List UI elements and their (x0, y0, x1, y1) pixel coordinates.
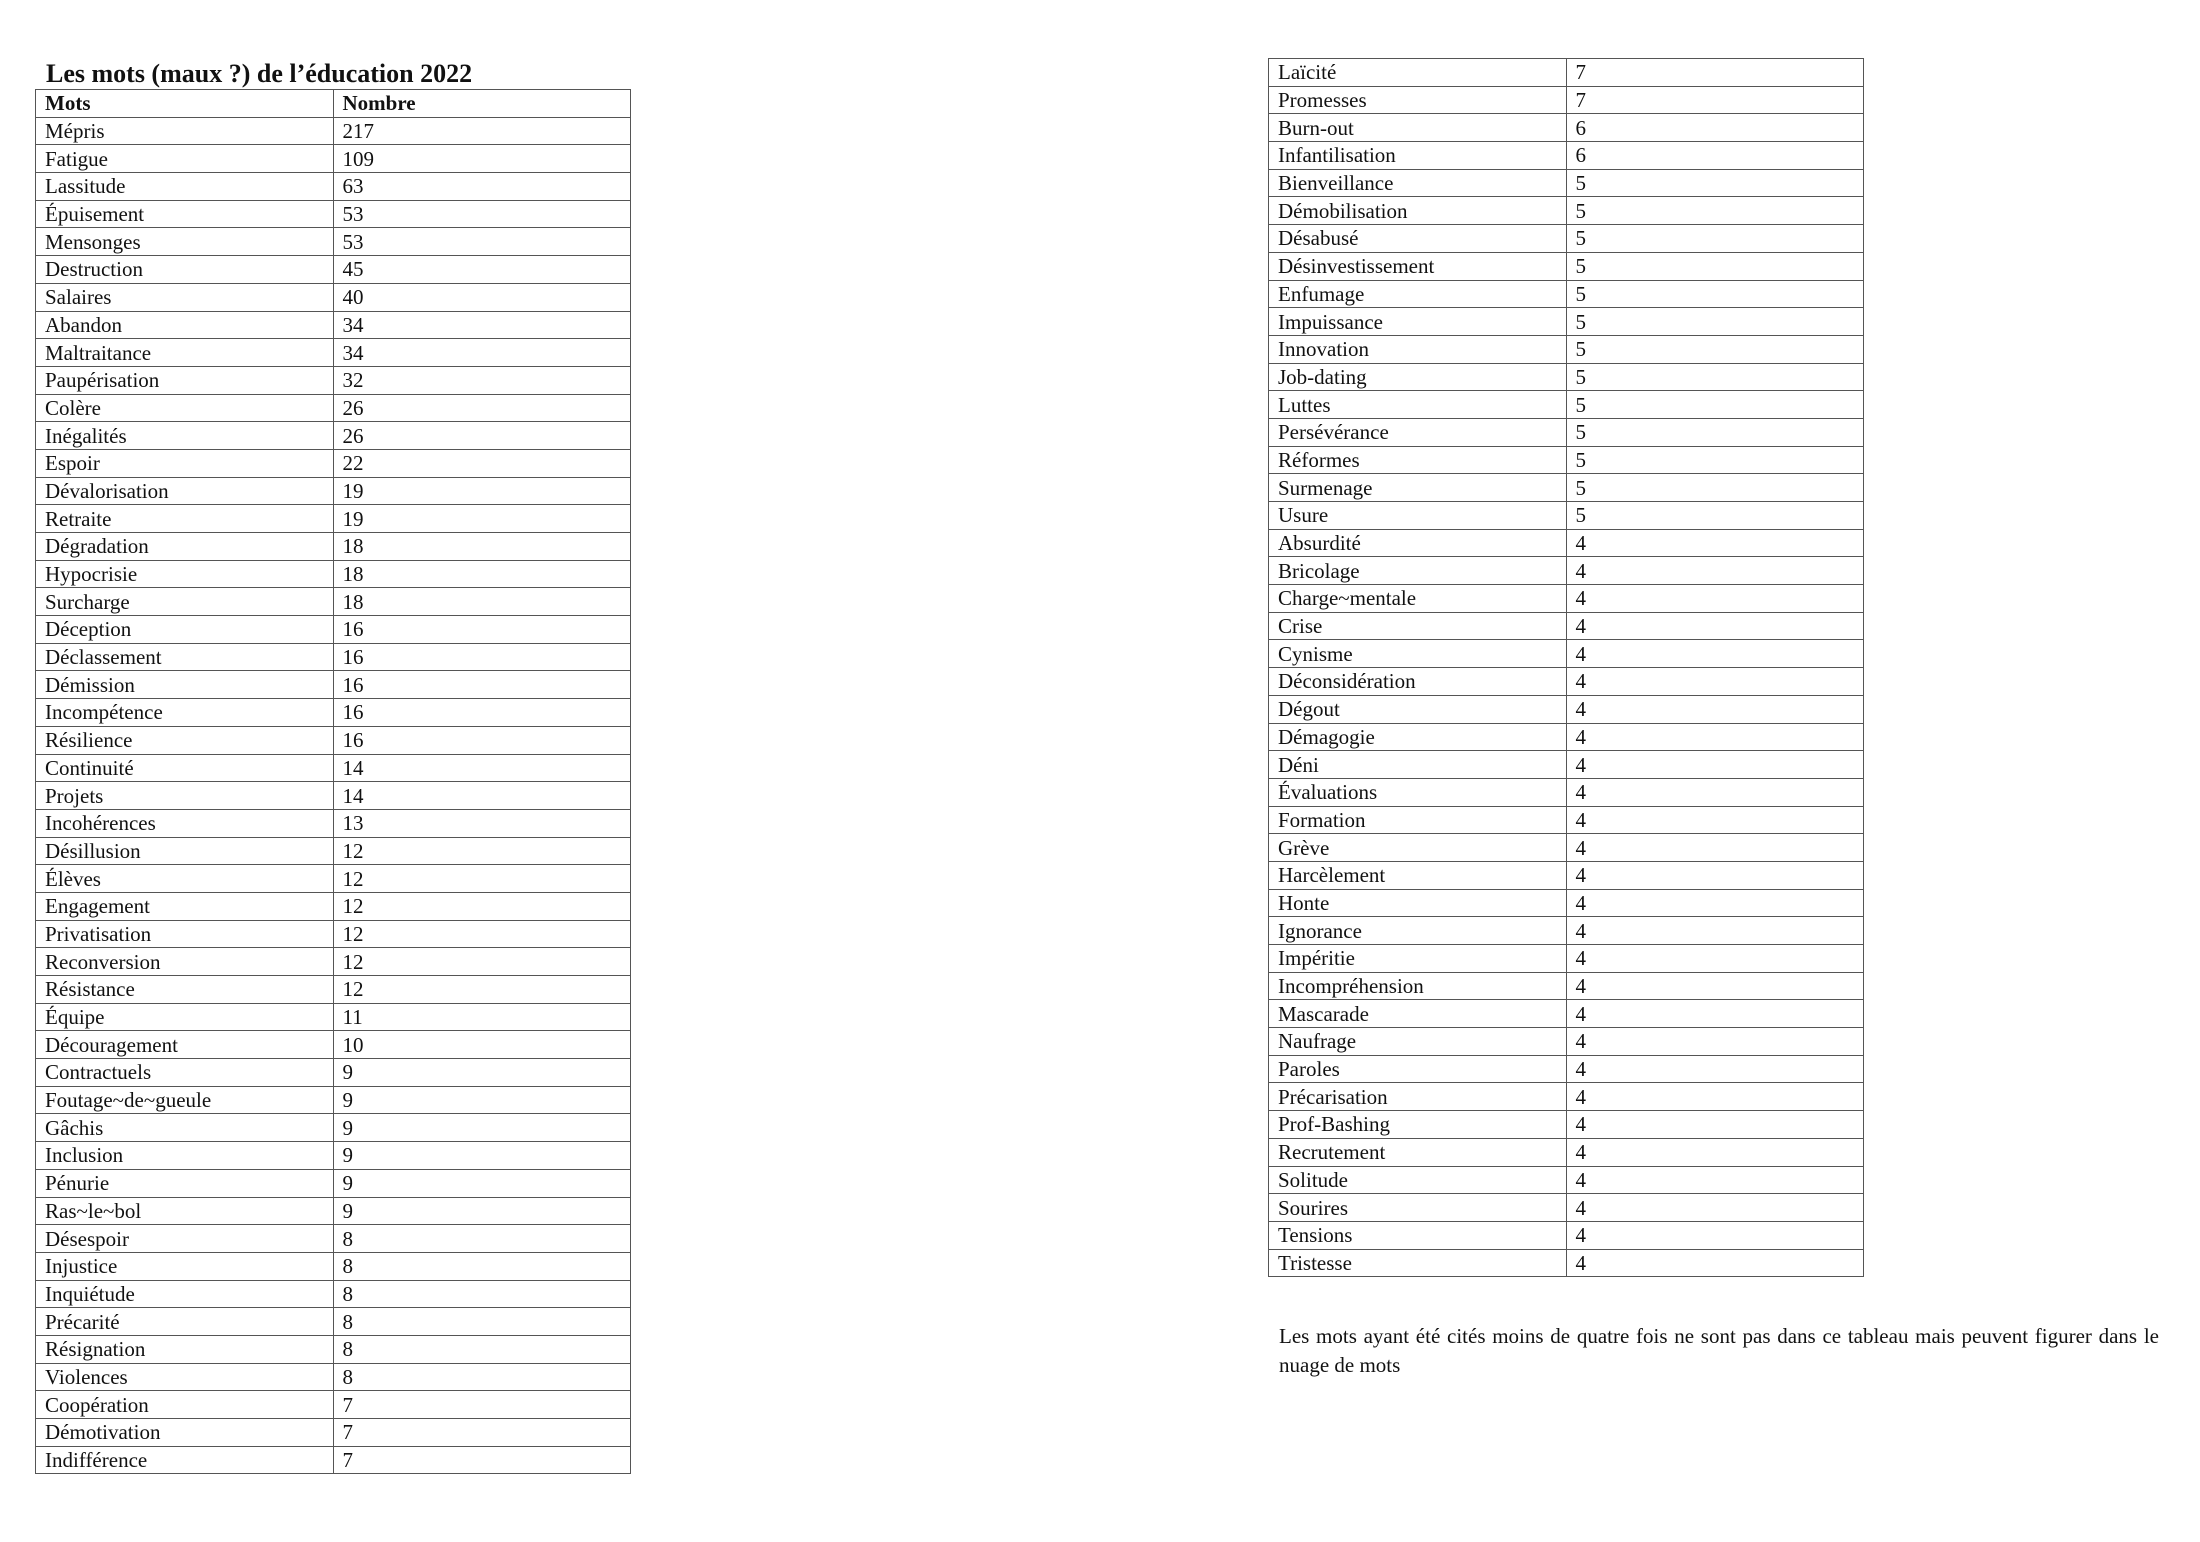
count-cell: 6 (1566, 114, 1864, 142)
table-row (1269, 225, 1864, 253)
table-row (1269, 1221, 1864, 1249)
count-cell: 4 (1566, 585, 1864, 613)
word-cell: Gâchis (36, 1114, 334, 1142)
table-row (1269, 391, 1864, 419)
table-row (1269, 917, 1864, 945)
count-cell: 5 (1566, 418, 1864, 446)
word-cell: Paupérisation (36, 366, 334, 394)
word-cell: Mascarade (1269, 1000, 1567, 1028)
table-body-left (36, 117, 631, 1474)
table-row (1269, 778, 1864, 806)
table-row (1269, 1055, 1864, 1083)
word-cell: Désespoir (36, 1225, 334, 1253)
table-row (1269, 640, 1864, 668)
count-cell: 8 (333, 1308, 631, 1336)
table-row (36, 948, 631, 976)
count-cell: 12 (333, 837, 631, 865)
word-cell: Dégout (1269, 695, 1567, 723)
word-cell: Mensonges (36, 228, 334, 256)
word-cell: Fatigue (36, 145, 334, 173)
word-cell: Abandon (36, 311, 334, 339)
count-cell: 4 (1566, 778, 1864, 806)
count-cell: 4 (1566, 1000, 1864, 1028)
table-header-row (36, 90, 631, 118)
document-title: Les mots (maux ?) de l’éducation 2022 (46, 59, 473, 88)
count-cell: 9 (333, 1142, 631, 1170)
table-row (36, 422, 631, 450)
table-row (1269, 751, 1864, 779)
word-cell: Dévalorisation (36, 477, 334, 505)
word-cell: Projets (36, 782, 334, 810)
count-cell: 4 (1566, 751, 1864, 779)
word-cell: Démission (36, 671, 334, 699)
table-row (1269, 197, 1864, 225)
word-cell: Inclusion (36, 1142, 334, 1170)
table-row (36, 671, 631, 699)
word-cell: Usure (1269, 502, 1567, 530)
count-cell: 4 (1566, 1166, 1864, 1194)
word-cell: Précarisation (1269, 1083, 1567, 1111)
word-cell: Harcèlement (1269, 861, 1567, 889)
table-row (36, 1197, 631, 1225)
table-row (36, 1225, 631, 1253)
word-cell: Solitude (1269, 1166, 1567, 1194)
word-cell: Salaires (36, 283, 334, 311)
column-header-word: Mots (36, 90, 334, 118)
word-cell: Coopération (36, 1391, 334, 1419)
word-cell: Promesses (1269, 86, 1567, 114)
table-row (1269, 945, 1864, 973)
table-row (1269, 834, 1864, 862)
count-cell: 8 (333, 1252, 631, 1280)
count-cell: 4 (1566, 723, 1864, 751)
table-row (36, 173, 631, 201)
table-row (36, 976, 631, 1004)
table-row (36, 588, 631, 616)
table-row (1269, 1083, 1864, 1111)
word-cell: Paroles (1269, 1055, 1567, 1083)
count-cell: 26 (333, 394, 631, 422)
count-cell: 109 (333, 145, 631, 173)
count-cell: 9 (333, 1086, 631, 1114)
word-cell: Privatisation (36, 920, 334, 948)
table-row (36, 1059, 631, 1087)
table-row (1269, 529, 1864, 557)
table-row (36, 366, 631, 394)
word-cell: Tristesse (1269, 1249, 1567, 1277)
table-row (1269, 1194, 1864, 1222)
table-row (1269, 1166, 1864, 1194)
count-cell: 5 (1566, 446, 1864, 474)
count-cell: 7 (333, 1391, 631, 1419)
word-cell: Burn-out (1269, 114, 1567, 142)
count-cell: 5 (1566, 502, 1864, 530)
count-cell: 4 (1566, 1111, 1864, 1139)
count-cell: 9 (333, 1197, 631, 1225)
table-body-right (1269, 59, 1864, 1277)
count-cell: 14 (333, 782, 631, 810)
table-row (1269, 169, 1864, 197)
word-cell: Infantilisation (1269, 142, 1567, 170)
count-cell: 4 (1566, 806, 1864, 834)
table-row (36, 1086, 631, 1114)
count-cell: 8 (333, 1335, 631, 1363)
word-cell: Crise (1269, 612, 1567, 640)
table-row (36, 643, 631, 671)
count-cell: 4 (1566, 1083, 1864, 1111)
word-cell: Surmenage (1269, 474, 1567, 502)
count-cell: 19 (333, 477, 631, 505)
table-row (36, 449, 631, 477)
table-row (36, 1335, 631, 1363)
table-row (1269, 335, 1864, 363)
count-cell: 5 (1566, 335, 1864, 363)
count-cell: 16 (333, 616, 631, 644)
word-cell: Résilience (36, 726, 334, 754)
table-row (36, 256, 631, 284)
table-row (1269, 280, 1864, 308)
count-cell: 12 (333, 948, 631, 976)
table-row (36, 920, 631, 948)
word-cell: Évaluations (1269, 778, 1567, 806)
count-cell: 34 (333, 339, 631, 367)
word-cell: Violences (36, 1363, 334, 1391)
word-cell: Tensions (1269, 1221, 1567, 1249)
count-cell: 5 (1566, 169, 1864, 197)
table-row (1269, 695, 1864, 723)
count-cell: 16 (333, 671, 631, 699)
word-cell: Incohérences (36, 809, 334, 837)
count-cell: 5 (1566, 197, 1864, 225)
count-cell: 5 (1566, 363, 1864, 391)
table-row (1269, 1000, 1864, 1028)
table-row (36, 1363, 631, 1391)
table-row (1269, 1111, 1864, 1139)
count-cell: 53 (333, 200, 631, 228)
table-row (36, 1419, 631, 1447)
table-row (1269, 668, 1864, 696)
table-row (36, 533, 631, 561)
table-row (36, 311, 631, 339)
count-cell: 8 (333, 1225, 631, 1253)
count-cell: 4 (1566, 861, 1864, 889)
word-cell: Injustice (36, 1252, 334, 1280)
count-cell: 18 (333, 588, 631, 616)
count-cell: 7 (333, 1419, 631, 1447)
word-cell: Ignorance (1269, 917, 1567, 945)
count-cell: 16 (333, 699, 631, 727)
table-row (36, 1031, 631, 1059)
count-cell: 4 (1566, 945, 1864, 973)
table-row (1269, 114, 1864, 142)
word-cell: Équipe (36, 1003, 334, 1031)
table-row (36, 117, 631, 145)
word-cell: Lassitude (36, 173, 334, 201)
count-cell: 19 (333, 505, 631, 533)
table-row (36, 1114, 631, 1142)
word-cell: Hypocrisie (36, 560, 334, 588)
table-row (1269, 1249, 1864, 1277)
count-cell: 4 (1566, 1221, 1864, 1249)
table-row (1269, 972, 1864, 1000)
word-cell: Déception (36, 616, 334, 644)
word-cell: Enfumage (1269, 280, 1567, 308)
table-row (36, 865, 631, 893)
count-cell: 6 (1566, 142, 1864, 170)
count-cell: 7 (1566, 86, 1864, 114)
word-cell: Foutage~de~gueule (36, 1086, 334, 1114)
table-row (36, 200, 631, 228)
word-cell: Incompréhension (1269, 972, 1567, 1000)
word-cell: Désabusé (1269, 225, 1567, 253)
table-row (36, 394, 631, 422)
count-cell: 16 (333, 726, 631, 754)
table-row (1269, 142, 1864, 170)
table-row (36, 228, 631, 256)
count-cell: 4 (1566, 972, 1864, 1000)
table-row (1269, 308, 1864, 336)
word-cell: Naufrage (1269, 1028, 1567, 1056)
word-cell: Honte (1269, 889, 1567, 917)
word-cell: Innovation (1269, 335, 1567, 363)
count-cell: 4 (1566, 668, 1864, 696)
word-cell: Déconsidération (1269, 668, 1567, 696)
count-cell: 4 (1566, 529, 1864, 557)
table-row (1269, 86, 1864, 114)
table-row (1269, 557, 1864, 585)
word-cell: Élèves (36, 865, 334, 893)
count-cell: 4 (1566, 557, 1864, 585)
count-cell: 5 (1566, 308, 1864, 336)
count-cell: 32 (333, 366, 631, 394)
word-cell: Luttes (1269, 391, 1567, 419)
word-cell: Laïcité (1269, 59, 1567, 87)
table-row (1269, 502, 1864, 530)
word-cell: Cynisme (1269, 640, 1567, 668)
word-cell: Découragement (36, 1031, 334, 1059)
table-row (1269, 363, 1864, 391)
count-cell: 4 (1566, 695, 1864, 723)
table-row (1269, 446, 1864, 474)
table-row (36, 1391, 631, 1419)
count-cell: 13 (333, 809, 631, 837)
word-cell: Démobilisation (1269, 197, 1567, 225)
word-cell: Impéritie (1269, 945, 1567, 973)
table-row (36, 754, 631, 782)
table-row (1269, 889, 1864, 917)
word-cell: Bricolage (1269, 557, 1567, 585)
count-cell: 5 (1566, 280, 1864, 308)
count-cell: 7 (1566, 59, 1864, 87)
word-cell: Contractuels (36, 1059, 334, 1087)
word-cell: Absurdité (1269, 529, 1567, 557)
count-cell: 5 (1566, 391, 1864, 419)
table-row (36, 283, 631, 311)
word-cell: Engagement (36, 892, 334, 920)
table-row (36, 339, 631, 367)
word-cell: Recrutement (1269, 1138, 1567, 1166)
word-cell: Sourires (1269, 1194, 1567, 1222)
table-row (36, 782, 631, 810)
table-row (36, 1446, 631, 1474)
count-cell: 4 (1566, 640, 1864, 668)
table-row (36, 477, 631, 505)
column-header-count: Nombre (333, 90, 631, 118)
word-cell: Surcharge (36, 588, 334, 616)
count-cell: 26 (333, 422, 631, 450)
word-cell: Démotivation (36, 1419, 334, 1447)
footnote: Les mots ayant été cités moins de quatre fois ne sont pas dans ce tableau mais peuvent figurer dans le nuage de mots (1279, 1324, 2159, 1377)
table-row (1269, 252, 1864, 280)
word-cell: Bienveillance (1269, 169, 1567, 197)
word-count-table-right (1268, 58, 1864, 1277)
table-row (36, 1003, 631, 1031)
count-cell: 8 (333, 1363, 631, 1391)
count-cell: 53 (333, 228, 631, 256)
word-cell: Destruction (36, 256, 334, 284)
word-cell: Job-dating (1269, 363, 1567, 391)
table-row (36, 892, 631, 920)
table-row (1269, 585, 1864, 613)
word-cell: Épuisement (36, 200, 334, 228)
table-row (1269, 723, 1864, 751)
word-cell: Déclassement (36, 643, 334, 671)
word-cell: Charge~mentale (1269, 585, 1567, 613)
table-row (1269, 861, 1864, 889)
word-cell: Persévérance (1269, 418, 1567, 446)
word-cell: Grève (1269, 834, 1567, 862)
count-cell: 4 (1566, 1055, 1864, 1083)
table-row (36, 837, 631, 865)
word-cell: Retraite (36, 505, 334, 533)
count-cell: 40 (333, 283, 631, 311)
word-cell: Incompétence (36, 699, 334, 727)
word-cell: Reconversion (36, 948, 334, 976)
count-cell: 4 (1566, 1249, 1864, 1277)
table-row (36, 145, 631, 173)
word-cell: Résistance (36, 976, 334, 1004)
table-row (1269, 1028, 1864, 1056)
table-row (36, 1169, 631, 1197)
count-cell: 14 (333, 754, 631, 782)
word-cell: Inégalités (36, 422, 334, 450)
word-cell: Indifférence (36, 1446, 334, 1474)
word-cell: Inquiétude (36, 1280, 334, 1308)
word-cell: Colère (36, 394, 334, 422)
count-cell: 9 (333, 1059, 631, 1087)
count-cell: 16 (333, 643, 631, 671)
count-cell: 9 (333, 1169, 631, 1197)
word-cell: Mépris (36, 117, 334, 145)
word-count-table-left (35, 89, 631, 1474)
table-row (36, 616, 631, 644)
count-cell: 12 (333, 920, 631, 948)
word-cell: Réformes (1269, 446, 1567, 474)
word-cell: Déni (1269, 751, 1567, 779)
count-cell: 4 (1566, 834, 1864, 862)
table-row (1269, 418, 1864, 446)
table-row (1269, 59, 1864, 87)
count-cell: 12 (333, 976, 631, 1004)
count-cell: 18 (333, 533, 631, 561)
word-cell: Désinvestissement (1269, 252, 1567, 280)
word-cell: Espoir (36, 449, 334, 477)
word-cell: Désillusion (36, 837, 334, 865)
count-cell: 4 (1566, 612, 1864, 640)
table-row (1269, 474, 1864, 502)
count-cell: 12 (333, 892, 631, 920)
count-cell: 11 (333, 1003, 631, 1031)
word-cell: Impuissance (1269, 308, 1567, 336)
count-cell: 7 (333, 1446, 631, 1474)
count-cell: 10 (333, 1031, 631, 1059)
count-cell: 34 (333, 311, 631, 339)
table-row (36, 1280, 631, 1308)
word-cell: Pénurie (36, 1169, 334, 1197)
count-cell: 9 (333, 1114, 631, 1142)
count-cell: 4 (1566, 889, 1864, 917)
table-row (1269, 1138, 1864, 1166)
count-cell: 63 (333, 173, 631, 201)
table-row (36, 726, 631, 754)
count-cell: 5 (1566, 252, 1864, 280)
word-cell: Ras~le~bol (36, 1197, 334, 1225)
word-cell: Maltraitance (36, 339, 334, 367)
count-cell: 4 (1566, 1138, 1864, 1166)
table-row (36, 1252, 631, 1280)
count-cell: 8 (333, 1280, 631, 1308)
word-cell: Prof-Bashing (1269, 1111, 1567, 1139)
word-cell: Formation (1269, 806, 1567, 834)
count-cell: 4 (1566, 917, 1864, 945)
table-row (36, 505, 631, 533)
count-cell: 5 (1566, 474, 1864, 502)
table-row (36, 560, 631, 588)
table-row (36, 699, 631, 727)
count-cell: 4 (1566, 1028, 1864, 1056)
table-row (1269, 612, 1864, 640)
table-row (36, 1142, 631, 1170)
word-cell: Précarité (36, 1308, 334, 1336)
count-cell: 45 (333, 256, 631, 284)
word-cell: Dégradation (36, 533, 334, 561)
word-cell: Résignation (36, 1335, 334, 1363)
word-cell: Continuité (36, 754, 334, 782)
count-cell: 12 (333, 865, 631, 893)
count-cell: 22 (333, 449, 631, 477)
table-row (36, 809, 631, 837)
count-cell: 217 (333, 117, 631, 145)
count-cell: 18 (333, 560, 631, 588)
table-row (1269, 806, 1864, 834)
word-cell: Démagogie (1269, 723, 1567, 751)
count-cell: 5 (1566, 225, 1864, 253)
count-cell: 4 (1566, 1194, 1864, 1222)
table-row (36, 1308, 631, 1336)
